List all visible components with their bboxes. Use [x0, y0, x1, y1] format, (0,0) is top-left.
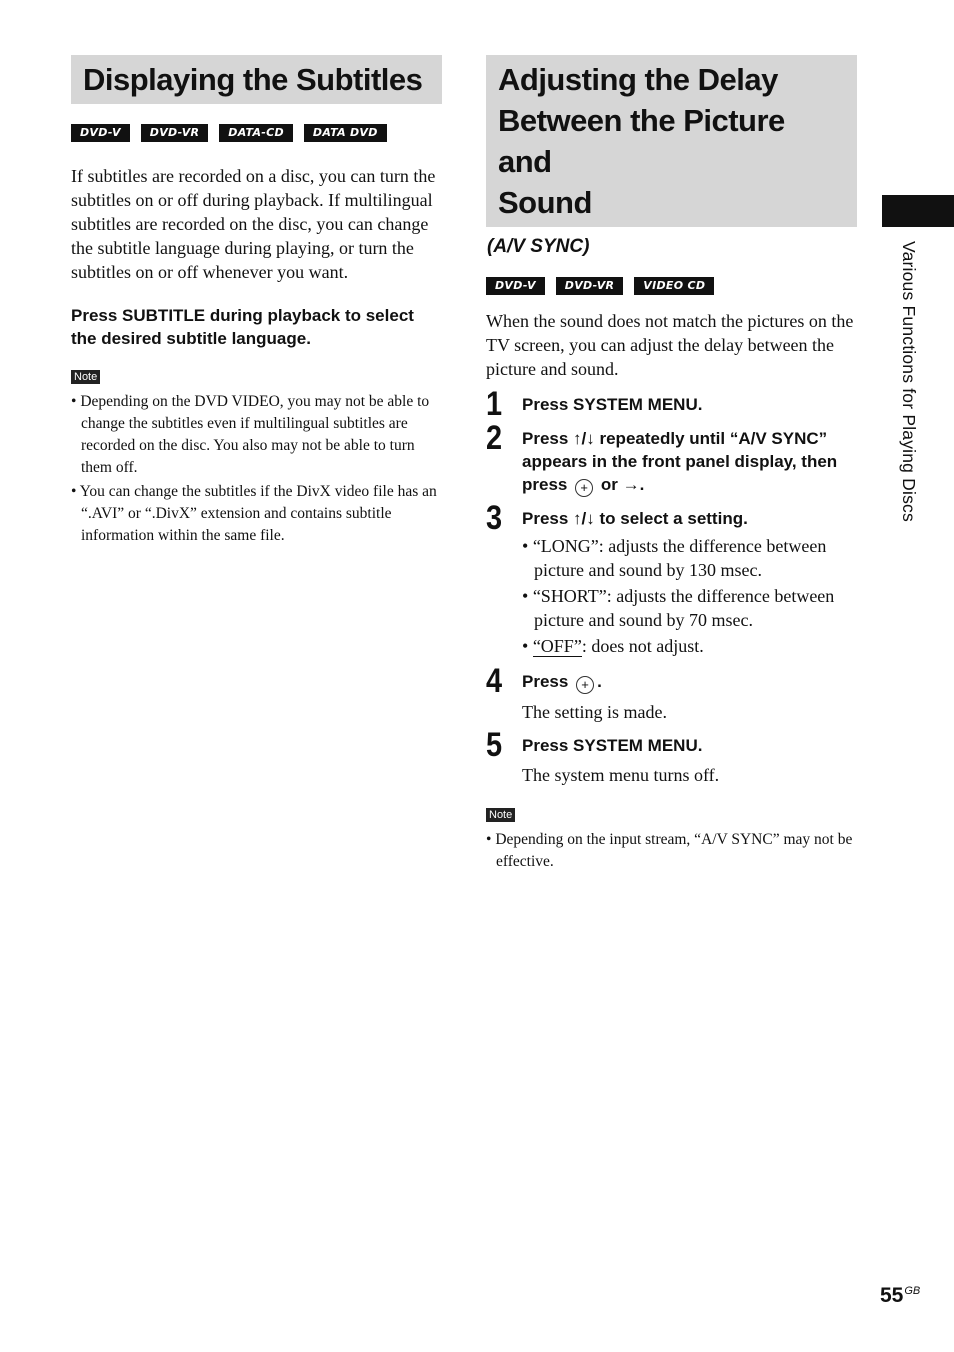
options-list — [522, 534, 857, 658]
badge-data-dvd: DATA DVD — [304, 124, 387, 142]
step-text: Press — [522, 672, 569, 691]
note-list — [71, 391, 442, 547]
instruction: Press SUBTITLE during playback to select the desired subtitle language. — [71, 306, 414, 348]
note-block — [486, 805, 857, 873]
step-title — [522, 670, 857, 694]
step-title — [522, 427, 857, 497]
step-description: The setting is made. — [522, 702, 667, 722]
step-number: 2 — [486, 419, 503, 457]
step-4 — [486, 662, 857, 724]
intro-paragraph: If subtitles are recorded on a disc, you can turn the subtitles on or off during playback. If multilingual subtitles are recorded on the disc, you can change the subtitle language during playing, or turn the subtitles on or off whenever you want. — [71, 166, 436, 282]
step-text: Press ↑/↓ repeatedly until “A/V SYNC” appears in the front panel display, then press — [522, 429, 838, 494]
disc-type-badges — [486, 277, 857, 295]
note-item: • Depending on the DVD VIDEO, you may not be able to change the subtitles even if multilingual subtitles are recorded on the disc. You also may not be able to turn them off. — [71, 391, 442, 479]
badge-dvd-v: DVD-V — [486, 277, 545, 295]
enter-button-icon: + — [576, 676, 594, 694]
section-title-subtitles: Displaying the Subtitles — [71, 55, 442, 104]
badge-data-cd: DATA-CD — [219, 124, 293, 142]
step-text: . — [597, 672, 602, 691]
note-label: Note — [486, 808, 515, 822]
section-title-av-sync — [486, 55, 857, 227]
badge-dvd-vr: DVD-VR — [556, 277, 624, 295]
chapter-tab — [882, 195, 954, 227]
badge-dvd-v: DVD-V — [71, 124, 130, 142]
right-column — [486, 55, 857, 875]
step-1 — [486, 385, 857, 423]
title-line: Adjusting the Delay — [498, 62, 778, 97]
badge-video-cd: VIDEO CD — [634, 277, 714, 295]
step-title: Press ↑/↓ to select a setting. — [522, 509, 748, 528]
step-number: 3 — [486, 499, 503, 537]
step-2 — [486, 419, 857, 497]
enter-button-icon: + — [575, 479, 593, 497]
option-item: • “SHORT”: adjusts the difference between picture and sound by 70 msec. — [522, 584, 857, 632]
note-item: • You can change the subtitles if the DivX video file has an “.AVI” or “.DivX” extension and contains subtitle information within the same file. — [71, 481, 442, 547]
disc-type-badges — [71, 124, 442, 142]
option-item: • “LONG”: adjusts the difference between picture and sound by 130 msec. — [522, 534, 857, 582]
step-text: or →. — [600, 475, 645, 494]
step-title: Press SYSTEM MENU. — [522, 395, 703, 414]
intro-paragraph: When the sound does not match the pictures on the TV screen, you can adjust the delay between the picture and sound. — [486, 311, 854, 379]
title-line: Sound — [498, 185, 592, 220]
note-item: • Depending on the input stream, “A/V SYNC” may not be effective. — [486, 829, 857, 873]
left-column — [71, 55, 442, 549]
title-line: Between the Picture and — [498, 103, 785, 179]
note-block — [71, 367, 442, 547]
step-3 — [486, 499, 857, 658]
option-item: • “OFF”: does not adjust. — [522, 634, 857, 658]
step-number: 4 — [486, 662, 503, 700]
chapter-label: Various Functions for Playing Discs — [899, 241, 919, 522]
note-list — [486, 829, 857, 873]
step-5 — [486, 726, 857, 787]
step-description: The system menu turns off. — [522, 765, 720, 785]
step-number: 1 — [486, 385, 503, 423]
badge-dvd-vr: DVD-VR — [141, 124, 209, 142]
section-subtitle: (A/V SYNC) — [487, 236, 590, 257]
step-number: 5 — [486, 726, 503, 764]
page-suffix: GB — [904, 1285, 921, 1297]
page-number — [880, 1284, 920, 1308]
note-label: Note — [71, 370, 100, 384]
step-title: Press SYSTEM MENU. — [522, 736, 703, 755]
page-number-value: 55 — [880, 1284, 904, 1307]
